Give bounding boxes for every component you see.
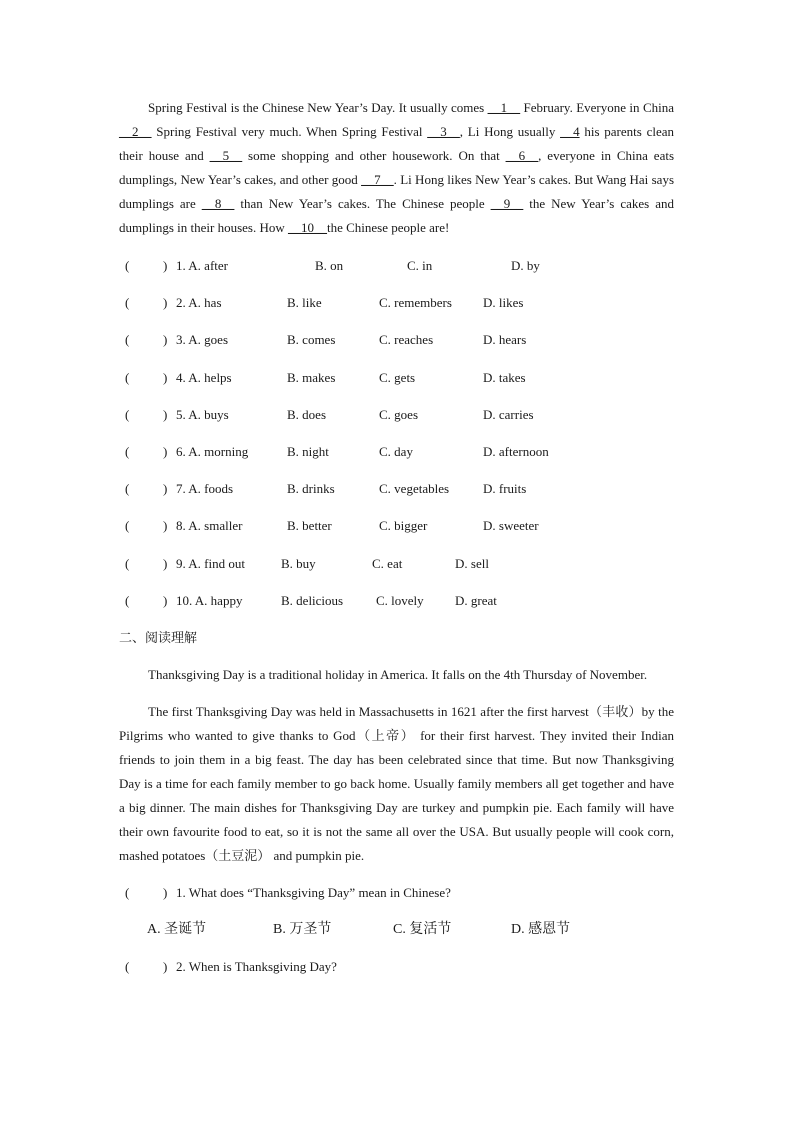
answer-paren-close: ) xyxy=(163,592,168,608)
option-a: 1. A. after xyxy=(176,258,228,273)
cloze-blank: __10__ xyxy=(288,220,327,235)
option-b: B. buy xyxy=(281,555,316,571)
cloze-blank: __5__ xyxy=(209,148,243,163)
option-d: D. great xyxy=(455,592,497,608)
passage-text: the Chinese people are! xyxy=(327,220,450,235)
option-a: 5. A. buys xyxy=(176,406,229,422)
passage-text: . Li Hong likes New Year’s cakes. But Wang Hai says dumplings are xyxy=(119,172,675,211)
option-a: 2. A. has xyxy=(176,295,222,311)
cloze-blank: __6__ xyxy=(505,148,539,163)
reading-question-2 xyxy=(119,955,674,992)
answer-paren-open: ( xyxy=(125,369,130,385)
answer-paren-close: ) xyxy=(163,518,168,534)
option-b: B. makes xyxy=(287,369,336,385)
option-b: B. comes xyxy=(287,332,336,348)
option-a: 3. A. goes xyxy=(176,332,228,348)
answer-paren-open: ( xyxy=(125,592,130,608)
option-d: D. by xyxy=(511,258,540,273)
cloze-blank: __7__ xyxy=(361,172,394,187)
answer-paren-open: ( xyxy=(125,958,130,974)
cloze-question-row xyxy=(119,589,674,626)
option-b: B. like xyxy=(287,295,322,311)
option-d: D. sweeter xyxy=(483,518,539,534)
option-c: C. eat xyxy=(372,555,403,571)
cloze-blank: __1__ xyxy=(487,100,521,115)
option-c: C. goes xyxy=(379,406,418,422)
passage-text: some shopping and other housework. On that xyxy=(242,148,506,163)
option-c: C. 复活节 xyxy=(393,921,452,937)
passage-text: February. Everyone in China xyxy=(520,100,674,115)
option-d: D. carries xyxy=(483,406,534,422)
cloze-question-row xyxy=(119,552,674,589)
option-a: A. 圣诞节 xyxy=(147,921,207,937)
option-b: B. night xyxy=(287,443,329,459)
option-a: 6. A. morning xyxy=(176,443,249,459)
option-c: C. vegetables xyxy=(379,481,450,497)
answer-paren-close: ) xyxy=(163,295,168,311)
option-d: D. 感恩节 xyxy=(511,921,571,937)
option-c: C. gets xyxy=(379,369,416,385)
option-b: B. delicious xyxy=(281,592,344,608)
option-b: B. 万圣节 xyxy=(273,921,332,937)
question-text: 1. What does “Thanksgiving Day” mean in Chinese? xyxy=(176,884,451,900)
answer-paren-open: ( xyxy=(125,481,130,497)
cloze-blank: __9__ xyxy=(490,196,524,211)
cloze-question-row xyxy=(119,477,674,514)
cloze-question-row xyxy=(119,366,674,403)
answer-paren-close: ) xyxy=(163,443,168,459)
passage-text: Spring Festival very much. When Spring Festival xyxy=(151,124,428,139)
option-b: B. drinks xyxy=(287,481,335,497)
passage-text: the New Year’s cakes and dumplings in their houses. How xyxy=(119,196,674,235)
option-c: C. in xyxy=(407,258,433,273)
reading-paragraph-1: Thanksgiving Day is a traditional holiday in America. It falls on the 4th Thursday of November. xyxy=(148,666,648,682)
option-c: C. bigger xyxy=(379,518,428,534)
answer-paren-close: ) xyxy=(163,258,168,273)
answer-paren-close: ) xyxy=(163,481,168,497)
passage-text: , everyone in China eats dumplings, New Year’s cakes, and other good xyxy=(119,148,675,187)
passage-text: his parents clean their house and xyxy=(119,124,674,163)
cloze-blank: __8__ xyxy=(201,196,235,211)
answer-paren-close: ) xyxy=(163,555,168,571)
answer-paren-open: ( xyxy=(125,258,130,273)
answer-paren-open: ( xyxy=(125,518,130,534)
answer-paren-close: ) xyxy=(163,332,168,348)
passage-text: , Li Hong usually xyxy=(459,124,561,139)
option-d: D. hears xyxy=(483,332,527,348)
option-c: C. day xyxy=(379,443,413,459)
answer-paren-open: ( xyxy=(125,884,130,900)
option-c: C. reaches xyxy=(379,332,434,348)
cloze-question-list xyxy=(119,254,674,626)
cloze-blank: __2__ xyxy=(119,124,152,139)
answer-paren-close: ) xyxy=(163,884,168,900)
passage-text: Spring Festival is the Chinese New Year’s Day. It usually comes xyxy=(148,100,488,115)
answer-paren-open: ( xyxy=(125,555,130,571)
cloze-question-row xyxy=(119,440,674,477)
cloze-passage xyxy=(119,96,674,240)
question-text: 2. When is Thanksgiving Day? xyxy=(176,958,337,974)
option-d: D. sell xyxy=(455,555,489,571)
option-c: C. lovely xyxy=(376,592,424,608)
option-a: 8. A. smaller xyxy=(176,518,243,534)
option-a: 9. A. find out xyxy=(176,555,245,571)
worksheet-page xyxy=(119,96,674,992)
cloze-question-row xyxy=(119,291,674,328)
option-c: C. remembers xyxy=(379,295,452,311)
option-b: B. does xyxy=(287,406,326,422)
answer-paren-open: ( xyxy=(125,332,130,348)
passage-text: than New Year’s cakes. The Chinese people xyxy=(234,196,491,211)
answer-paren-close: ) xyxy=(163,958,168,974)
cloze-blank: __3__ xyxy=(427,124,460,139)
option-b: B. on xyxy=(315,258,344,273)
reading-question-1 xyxy=(119,881,674,918)
reading-passage xyxy=(119,663,674,868)
option-b: B. better xyxy=(287,518,332,534)
reading-question-1-options xyxy=(119,918,674,955)
option-d: D. takes xyxy=(483,369,526,385)
cloze-blank: __4 xyxy=(560,124,580,139)
section-title-reading: 二、阅读理解 xyxy=(119,629,198,645)
option-d: D. fruits xyxy=(483,481,527,497)
option-d: D. likes xyxy=(483,295,524,311)
option-d: D. afternoon xyxy=(483,443,549,459)
option-a: 10. A. happy xyxy=(176,592,243,608)
cloze-question-row xyxy=(119,328,674,365)
answer-paren-close: ) xyxy=(163,406,168,422)
answer-paren-open: ( xyxy=(125,443,130,459)
reading-paragraph-2: The first Thanksgiving Day was held in Massachusetts in 1621 after the first harvest（丰收）by the Pilgrims who wanted to give thanks to God（上帝） for their first harvest. They invited their Indian friends to join them in a big feast. The day has been celebrated since that time. But now Thanksgiving Day is a time for each family member to go back home. Usually family members all get together and have a big dinner. The main dishes for Thanksgiving Day are turkey and pumpkin pie. Each family will have their own favourite food to eat, so it is not the same all over the USA. But usually people will cook corn, mashed potatoes（土豆泥） and pumpkin pie. xyxy=(119,703,674,863)
answer-paren-close: ) xyxy=(163,369,168,385)
answer-paren-open: ( xyxy=(125,406,130,422)
cloze-question-row xyxy=(119,254,674,291)
answer-paren-open: ( xyxy=(125,295,130,311)
cloze-question-row xyxy=(119,403,674,440)
option-a: 4. A. helps xyxy=(176,369,232,385)
cloze-question-row xyxy=(119,514,674,551)
option-a: 7. A. foods xyxy=(176,481,234,497)
